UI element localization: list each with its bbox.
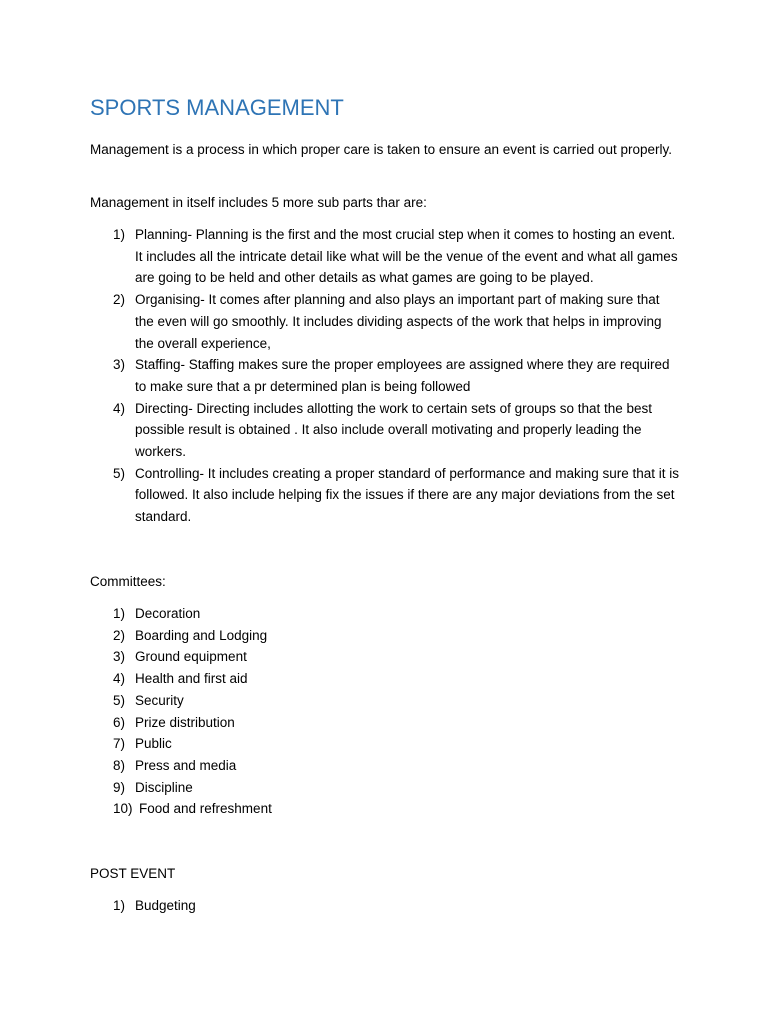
list-number: 9) [113,779,126,795]
list-number: 5) [113,692,126,708]
list-item [90,777,680,799]
post-event-list [90,895,680,917]
list-text: Controlling- It includes creating a proper standard of performance and making sure that it is followed. It also include helping fix the issues if there are any major deviations from the set standard. [135,465,680,525]
list-item [90,289,680,354]
list-number: 3) [113,357,126,373]
list-text: Decoration [135,606,201,621]
list-number: 10) [113,801,133,817]
list-text: Prize distribution [135,714,235,730]
list-text: Budgeting [135,898,196,913]
list-text: Food and refreshment [139,801,272,817]
list-text: Boarding and Lodging [135,627,268,643]
list-item [90,224,680,289]
subparts-list [90,224,680,528]
committees-list [90,603,680,820]
list-number: 2) [113,627,126,643]
list-text: Discipline [135,779,193,795]
list-number: 4) [113,671,126,687]
list-item [90,712,680,734]
list-text: Planning- Planning is the first and the most crucial step when it comes to hosting an event. It includes all the intricate detail like what will be the venue of the event and what all games are going to be held and other details as what games are going to be played. [135,227,678,286]
list-item [90,668,680,690]
list-text: Ground equipment [135,649,247,665]
list-number: 1) [113,606,126,621]
post-event-heading: POST EVENT [90,866,176,881]
list-number: 6) [113,714,126,730]
list-item [90,646,680,668]
list-item [90,625,680,647]
list-item [90,354,680,397]
list-item [90,733,680,755]
list-number: 1) [113,898,126,913]
list-item [90,463,680,528]
list-text: Directing- Directing includes allotting the work to certain sets of groups so that the best possible result is obtained . It also include overall motivating and properly leading the workers. [135,400,653,460]
list-text: Organising- It comes after planning and also plays an important part of making sure that the even will go smoothly. It includes dividing aspects of the work that helps in improving the overall experience, [135,292,662,351]
document-title: SPORTS MANAGEMENT [90,95,344,120]
subparts-intro: Management in itself includes 5 more sub parts thar are: [90,195,427,210]
committees-heading: Committees: [90,574,166,589]
list-number: 5) [113,465,126,481]
list-item [90,603,680,625]
list-text: Public [135,736,172,752]
list-number: 3) [113,649,126,665]
list-number: 7) [113,736,126,752]
list-text: Staffing- Staffing makes sure the proper employees are assigned where they are required to make sure that a pr determined plan is being followed [135,357,670,394]
list-text: Health and first aid [135,671,248,687]
list-item [90,398,680,463]
list-item [90,895,680,917]
list-number: 8) [113,757,126,773]
list-text: Press and media [135,757,237,773]
list-item [90,798,680,820]
list-text: Security [135,692,184,708]
list-number: 2) [113,292,126,308]
list-number: 1) [113,227,126,242]
intro-paragraph: Management is a process in which proper care is taken to ensure an event is carried out properly. [90,142,673,157]
list-item [90,755,680,777]
list-number: 4) [113,400,126,416]
list-item [90,690,680,712]
